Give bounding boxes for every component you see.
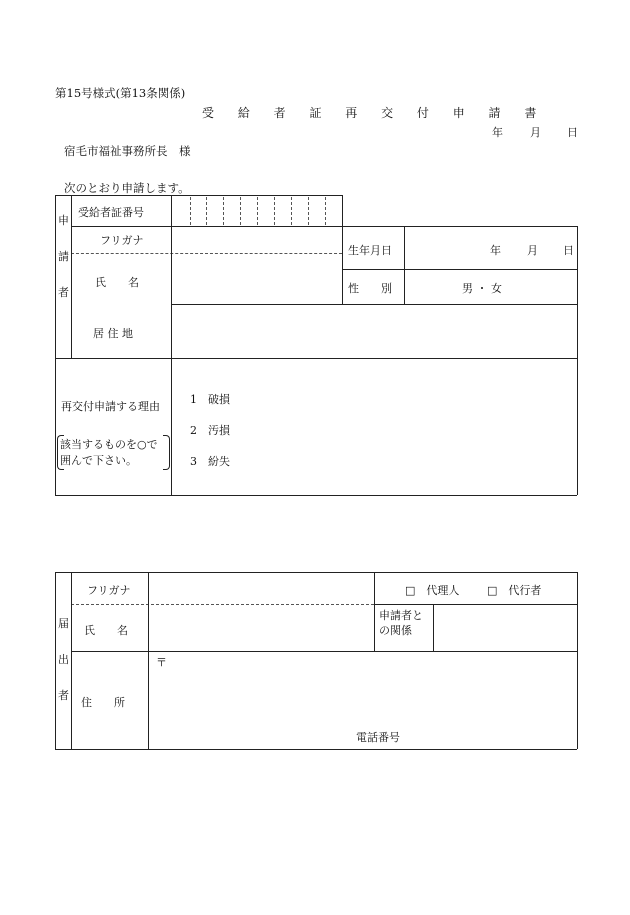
note-bracket-right [163,435,170,470]
submitter-name-label: 氏 名 [84,624,128,637]
cert-number-label: 受給者証番号 [78,206,144,219]
date-year-label: 年 [492,126,503,139]
applicant-side-label-2: 請 [58,250,69,263]
agent-checkbox[interactable]: □ 代理人 [405,584,460,597]
applicant-furigana-field[interactable] [174,228,340,252]
birth-year-label: 年 [490,244,501,257]
intro-text: 次のとおり申請します。 [64,181,190,195]
reason-option-2[interactable]: 2 汚損 [190,424,230,437]
submitter-address-field[interactable] [151,668,575,724]
reason-option-1[interactable]: 1 破損 [190,393,230,406]
reason-note-line1: 該当するものを○で [60,438,158,451]
cert-number-field[interactable] [180,198,340,224]
birthdate-field[interactable] [406,228,576,268]
applicant-side-label-1: 申 [58,214,69,227]
submitter-side-label-3: 者 [58,689,69,702]
submitter-furigana-label: フリガナ [87,584,131,597]
birth-month-label: 月 [527,244,538,257]
page-title: 受 給 者 証 再 交 付 申 請 書 [202,106,547,120]
submitter-address-label: 住 所 [81,696,125,709]
sex-options[interactable]: 男 ・ 女 [462,282,502,295]
date-day-label: 日 [567,126,578,139]
birthdate-label: 生年月日 [348,244,392,257]
submitter-name-field[interactable] [151,607,372,649]
proxy-checkbox[interactable]: □ 代行者 [487,584,542,597]
relation-label-line1: 申請者と [379,609,423,622]
form-number: 第15号様式(第13条関係) [55,86,186,100]
date-month-label: 月 [530,126,541,139]
phone-label: 電話番号 [356,731,400,744]
birth-day-label: 日 [563,244,574,257]
addressee: 宿毛市福祉事務所長 様 [64,144,191,158]
submitter-side-label-2: 出 [58,653,69,666]
phone-field[interactable] [420,726,574,746]
relation-label-line2: の関係 [379,624,412,637]
submitter-furigana-field[interactable] [151,574,372,603]
applicant-name-label: 氏 名 [95,276,139,289]
reason-label: 再交付申請する理由 [61,400,160,413]
reason-note-line2: 囲んで下さい。 [60,454,137,467]
applicant-side-label-3: 者 [58,286,69,299]
relation-field[interactable] [436,607,575,649]
applicant-furigana-label: フリガナ [100,234,144,247]
submitter-side-label-1: 届 [58,617,69,630]
residence-field[interactable] [174,306,575,356]
reason-option-3[interactable]: 3 紛失 [190,455,230,468]
residence-label: 居 住 地 [93,327,133,340]
postal-mark: 〒 [156,656,167,669]
sex-label: 性 別 [348,282,392,295]
applicant-name-field[interactable] [174,256,340,302]
